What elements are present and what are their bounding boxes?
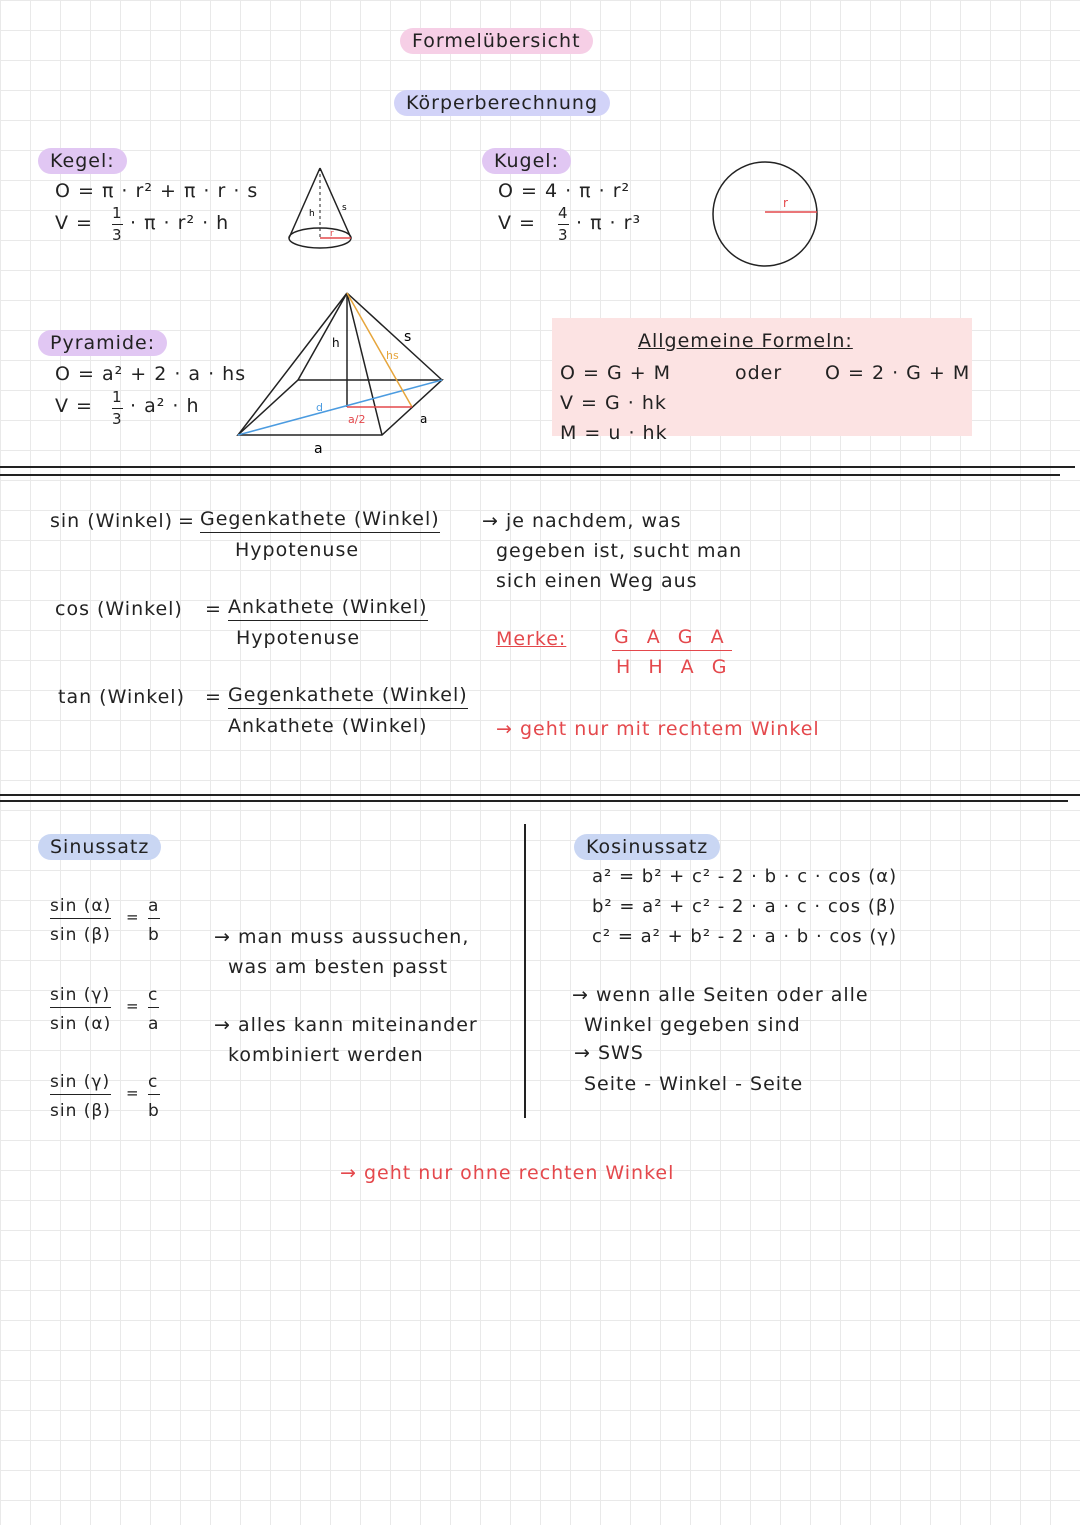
pyramid-a2-label: a/2 — [348, 413, 366, 426]
general-formula-row-3: M = u · hk — [560, 422, 668, 444]
kosinussatz-note-line-3: → SWS — [574, 1042, 644, 1064]
trig-right-angle-note: → geht nur mit rechtem Winkel — [496, 718, 820, 740]
kosinussatz-row-1: a² = b² + c² - 2 · b · c · cos (α) — [592, 866, 898, 887]
pyramid-d-label: d — [316, 401, 323, 414]
pyramid-a-bottom-label: a — [314, 441, 323, 457]
sin-label: sin (Winkel) — [50, 510, 174, 532]
sin-fraction: Gegenkathete (Winkel) Hypotenuse — [200, 508, 440, 561]
cos-fraction: Ankathete (Winkel) Hypotenuse — [228, 596, 428, 649]
pyramide-volume-prefix: V = — [55, 395, 93, 417]
cone-s-label: s — [342, 203, 347, 213]
sinussatz-fraction-3-right: $\frac{c}{b}$ — [148, 1072, 160, 1121]
sinussatz-eq-1: = — [126, 908, 140, 926]
pyramide-surface-formula: O = a² + 2 · a · hs — [55, 363, 247, 385]
cone-r-label: r — [330, 229, 334, 239]
section-title-koerperberechnung: Körperberechnung — [394, 90, 610, 116]
cone-h-label: h — [309, 209, 315, 219]
trig-note-line-1: → je nachdem, was — [482, 510, 682, 532]
page-title: Formelübersicht — [400, 28, 593, 54]
trig-note-line-3: sich einen Weg aus — [496, 570, 698, 592]
tan-fraction: Gegenkathete (Winkel) Ankathete (Winkel) — [228, 684, 468, 737]
cos-label: cos (Winkel) — [55, 598, 183, 620]
kegel-volume-rest: · π · r² · h — [130, 212, 230, 234]
mnemonic-denominators: H H A G — [616, 656, 733, 678]
column-separator — [524, 824, 526, 1118]
sinussatz-eq-3: = — [126, 1084, 140, 1102]
bottom-note: → geht nur ohne rechten Winkel — [340, 1162, 675, 1184]
kosinussatz-note-line-4: Seite - Winkel - Seite — [584, 1073, 804, 1095]
kegel-surface-formula: O = π · r² + π · r · s — [55, 180, 259, 202]
merke-label: Merke: — [496, 628, 567, 650]
general-alt-formula: O = 2 · G + M — [825, 362, 971, 384]
tan-label: tan (Winkel) — [58, 686, 185, 708]
sinussatz-fraction-1-right: $\frac{a}{b}$ — [148, 896, 160, 945]
general-formula-row-1: O = G + M — [560, 362, 672, 384]
kosinussatz-row-3: c² = a² + b² - 2 · a · b · cos (γ) — [592, 926, 898, 947]
kugel-volume-rest: · π · r³ — [576, 212, 642, 234]
pyramid-hs-label: hs — [386, 349, 399, 362]
pyramide-volume-fraction: $\frac{1}{3}$ — [112, 388, 123, 428]
pyramide-label: Pyramide: — [38, 330, 167, 356]
divider-2b — [0, 800, 1068, 802]
tan-eq: = — [205, 686, 222, 708]
sinussatz-note1-line-2: was am besten passt — [228, 956, 449, 978]
kosinussatz-row-2: b² = a² + c² - 2 · a · c · cos (β) — [592, 896, 897, 917]
kugel-volume-prefix: V = — [498, 212, 536, 234]
kegel-volume-fraction: $\frac{1}{3}$ — [112, 204, 123, 244]
sinussatz-fraction-1-left: $\frac{\sin (\alpha)}{\sin (\beta)}$ — [50, 896, 112, 945]
sinussatz-label: Sinussatz — [38, 834, 161, 860]
kosinussatz-label: Kosinussatz — [574, 834, 720, 860]
sphere-figure — [706, 155, 824, 273]
pyramid-s-label: s — [404, 329, 412, 345]
kegel-label: Kegel: — [38, 148, 127, 174]
kugel-volume-fraction: $\frac{4}{3}$ — [558, 204, 569, 244]
sphere-r-label: r — [783, 196, 788, 210]
general-oder-text: oder — [735, 362, 783, 384]
cone-figure — [280, 160, 360, 260]
general-formulas-title: Allgemeine Formeln: — [638, 330, 853, 352]
sinussatz-fraction-2-left: $\frac{\sin (\gamma)}{\sin (\alpha)}$ — [50, 985, 112, 1034]
pyramid-h-label: h — [332, 336, 340, 350]
sin-eq: = — [178, 510, 195, 532]
cos-eq: = — [205, 598, 222, 620]
divider-1a — [0, 466, 1075, 468]
pyramid-a-right-label: a — [420, 412, 428, 426]
sinussatz-eq-2: = — [126, 997, 140, 1015]
kugel-label: Kugel: — [482, 148, 571, 174]
kugel-surface-formula: O = 4 · π · r² — [498, 180, 631, 202]
sinussatz-note2-line-1: → alles kann miteinander — [214, 1014, 478, 1036]
sinussatz-note2-line-2: kombiniert werden — [228, 1044, 424, 1066]
pyramide-volume-rest: · a² · h — [130, 395, 200, 417]
divider-1b — [0, 474, 1060, 476]
trig-note-line-2: gegeben ist, sucht man — [496, 540, 743, 562]
general-formula-row-2: V = G · hk — [560, 392, 667, 414]
divider-2a — [0, 794, 1080, 796]
sinussatz-fraction-2-right: $\frac{c}{a}$ — [148, 985, 160, 1034]
kegel-volume-prefix: V = — [55, 212, 93, 234]
mnemonic-numerators: G A G A — [612, 626, 732, 651]
sinussatz-fraction-3-left: $\frac{\sin (\gamma)}{\sin (\beta)}$ — [50, 1072, 111, 1121]
kosinussatz-note-line-2: Winkel gegeben sind — [584, 1014, 801, 1036]
sinussatz-note1-line-1: → man muss aussuchen, — [214, 926, 470, 948]
pyramid-figure — [230, 285, 460, 460]
kosinussatz-note-line-1: → wenn alle Seiten oder alle — [572, 984, 869, 1006]
